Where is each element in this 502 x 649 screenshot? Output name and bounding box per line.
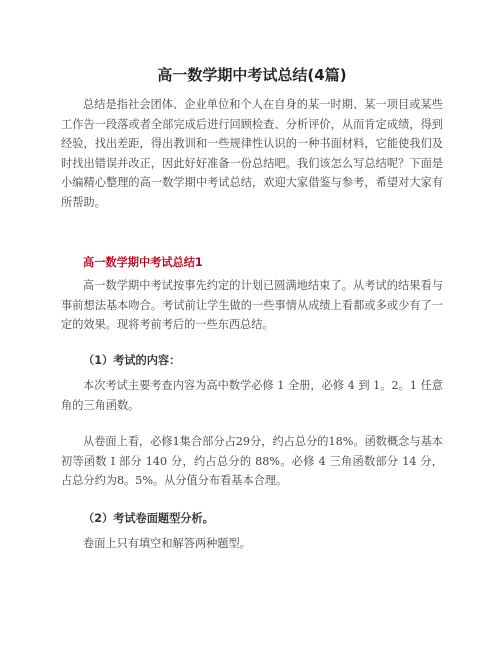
section-paragraph: 高一数学期中考试按事先约定的计划已圆满地结束了。从考试的结果看与事前想法基本吻合。考试前让学生做的一些事情从成绩上看都或多或少有了一定的效果。现将考前考后的一些东西总结。 — [61, 279, 443, 332]
content-paragraph-1: 本次考试主要考查内容为高中数学必修 1 全册，必修 4 到 1。2。1 任意角的三角函数。 — [61, 379, 443, 412]
intro-paragraph: 总结是指社会团体、企业单位和个人在自身的某一时期、某一项目或某些工作告一段落或者全部完成后进行回顾检查、分析评价，从而肯定成绩，得到经验，找出差距，得出教训和一些规律性认识的一种书面材料，它能使我们及时找出错误并改正，因此好好准备一份总结吧。我们该怎么写总结呢？下面是小编精心整理的高一数学期中考试总结，欢迎大家借鉴与参考，希望对大家有所帮助。 — [61, 98, 443, 209]
content-paragraph-2: 从卷面上看，必修1集合部分占29分，约占总分的18%。函数概念与基本初等函数 I 部分 140 分，约占总分的 88%。必修 4 三角函数部分 14 分，占总分约为8。5%。从分值分布看基本合理。 — [61, 435, 443, 488]
subsection-heading-content: （1）考试的内容： — [83, 354, 181, 367]
question-types-paragraph: 卷面上只有填空和解答两种题型。 — [83, 537, 251, 550]
section-heading: 高一数学期中考试总结1 — [83, 256, 203, 269]
document-title: 高一数学期中考试总结(4篇) — [157, 66, 347, 84]
subsection-heading-question-types: （2）考试卷面题型分析。 — [83, 512, 214, 525]
